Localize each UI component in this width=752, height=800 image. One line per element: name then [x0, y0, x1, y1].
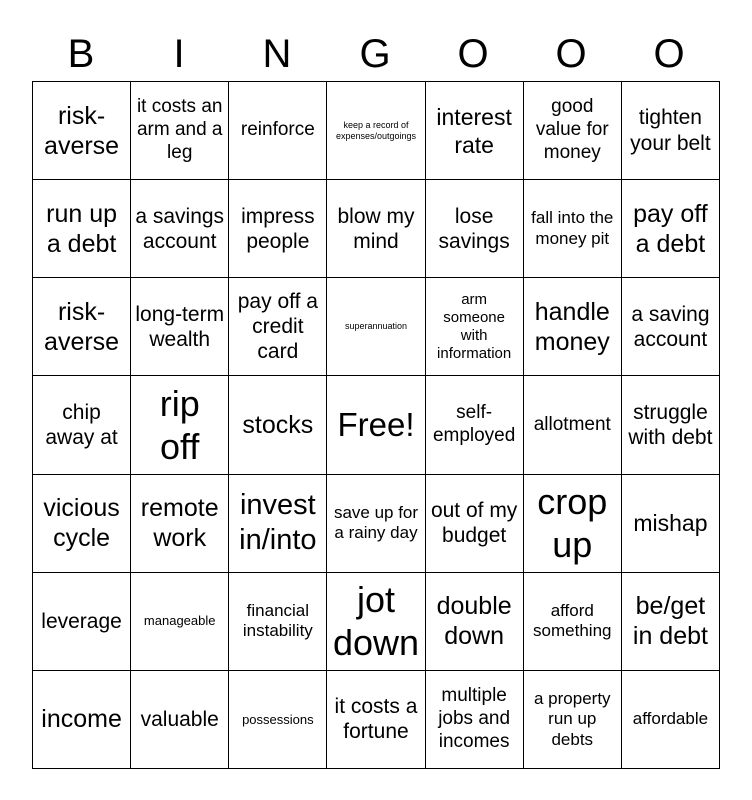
bingo-cell[interactable]: valuable — [131, 671, 229, 769]
bingo-cell[interactable]: good value for money — [524, 82, 622, 180]
header-letter-n: N — [262, 32, 292, 76]
bingo-cell[interactable]: run up a debt — [33, 180, 131, 278]
bingo-cell[interactable]: keep a record of expenses/outgoings — [327, 82, 425, 180]
header-letter-o1: O — [457, 32, 489, 76]
header-letter-o2: O — [555, 32, 587, 76]
bingo-cell[interactable]: income — [33, 671, 131, 769]
header-letter-i: I — [173, 32, 185, 76]
bingo-cell[interactable]: fall into the money pit — [524, 180, 622, 278]
bingo-cell[interactable]: invest in/into — [229, 475, 327, 573]
bingo-cell[interactable]: a property run up debts — [524, 671, 622, 769]
bingo-cell[interactable]: self-employed — [426, 376, 524, 474]
bingo-cell[interactable]: it costs a fortune — [327, 671, 425, 769]
free-space[interactable]: Free! — [327, 376, 425, 474]
bingo-cell[interactable]: leverage — [33, 573, 131, 671]
bingo-cell[interactable]: be/get in debt — [622, 573, 720, 671]
bingo-cell[interactable]: afford something — [524, 573, 622, 671]
bingo-board — [32, 81, 720, 769]
bingo-cell[interactable]: rip off — [131, 376, 229, 474]
bingo-cell[interactable]: reinforce — [229, 82, 327, 180]
bingo-cell[interactable]: stocks — [229, 376, 327, 474]
bingo-cell[interactable]: possessions — [229, 671, 327, 769]
bingo-cell[interactable]: remote work — [131, 475, 229, 573]
bingo-cell[interactable]: handle money — [524, 278, 622, 376]
bingo-cell[interactable]: mishap — [622, 475, 720, 573]
bingo-cell[interactable]: double down — [426, 573, 524, 671]
bingo-cell[interactable]: long-term wealth — [131, 278, 229, 376]
bingo-cell[interactable]: save up for a rainy day — [327, 475, 425, 573]
bingo-cell[interactable]: crop up — [524, 475, 622, 573]
bingo-header — [32, 28, 720, 80]
bingo-cell[interactable]: lose savings — [426, 180, 524, 278]
bingo-cell[interactable]: impress people — [229, 180, 327, 278]
header-letter-b: B — [67, 32, 95, 76]
bingo-cell[interactable]: affordable — [622, 671, 720, 769]
bingo-cell[interactable]: chip away at — [33, 376, 131, 474]
bingo-cell[interactable]: a saving account — [622, 278, 720, 376]
bingo-cell[interactable]: multiple jobs and incomes — [426, 671, 524, 769]
bingo-cell[interactable]: financial instability — [229, 573, 327, 671]
header-letter-g: G — [359, 32, 391, 76]
header-letter-o3: O — [653, 32, 685, 76]
bingo-cell[interactable]: superannuation — [327, 278, 425, 376]
bingo-cell[interactable]: manageable — [131, 573, 229, 671]
bingo-cell[interactable]: out of my budget — [426, 475, 524, 573]
bingo-cell[interactable]: jot down — [327, 573, 425, 671]
bingo-cell[interactable]: pay off a credit card — [229, 278, 327, 376]
bingo-cell[interactable]: a savings account — [131, 180, 229, 278]
bingo-cell[interactable]: interest rate — [426, 82, 524, 180]
bingo-cell[interactable]: risk-averse — [33, 278, 131, 376]
bingo-cell[interactable]: struggle with debt — [622, 376, 720, 474]
bingo-cell[interactable]: allotment — [524, 376, 622, 474]
bingo-cell[interactable]: it costs an arm and a leg — [131, 82, 229, 180]
bingo-cell[interactable]: tighten your belt — [622, 82, 720, 180]
bingo-cell[interactable]: arm someone with information — [426, 278, 524, 376]
bingo-cell[interactable]: risk-averse — [33, 82, 131, 180]
bingo-cell[interactable]: pay off a debt — [622, 180, 720, 278]
bingo-cell[interactable]: vicious cycle — [33, 475, 131, 573]
bingo-cell[interactable]: blow my mind — [327, 180, 425, 278]
